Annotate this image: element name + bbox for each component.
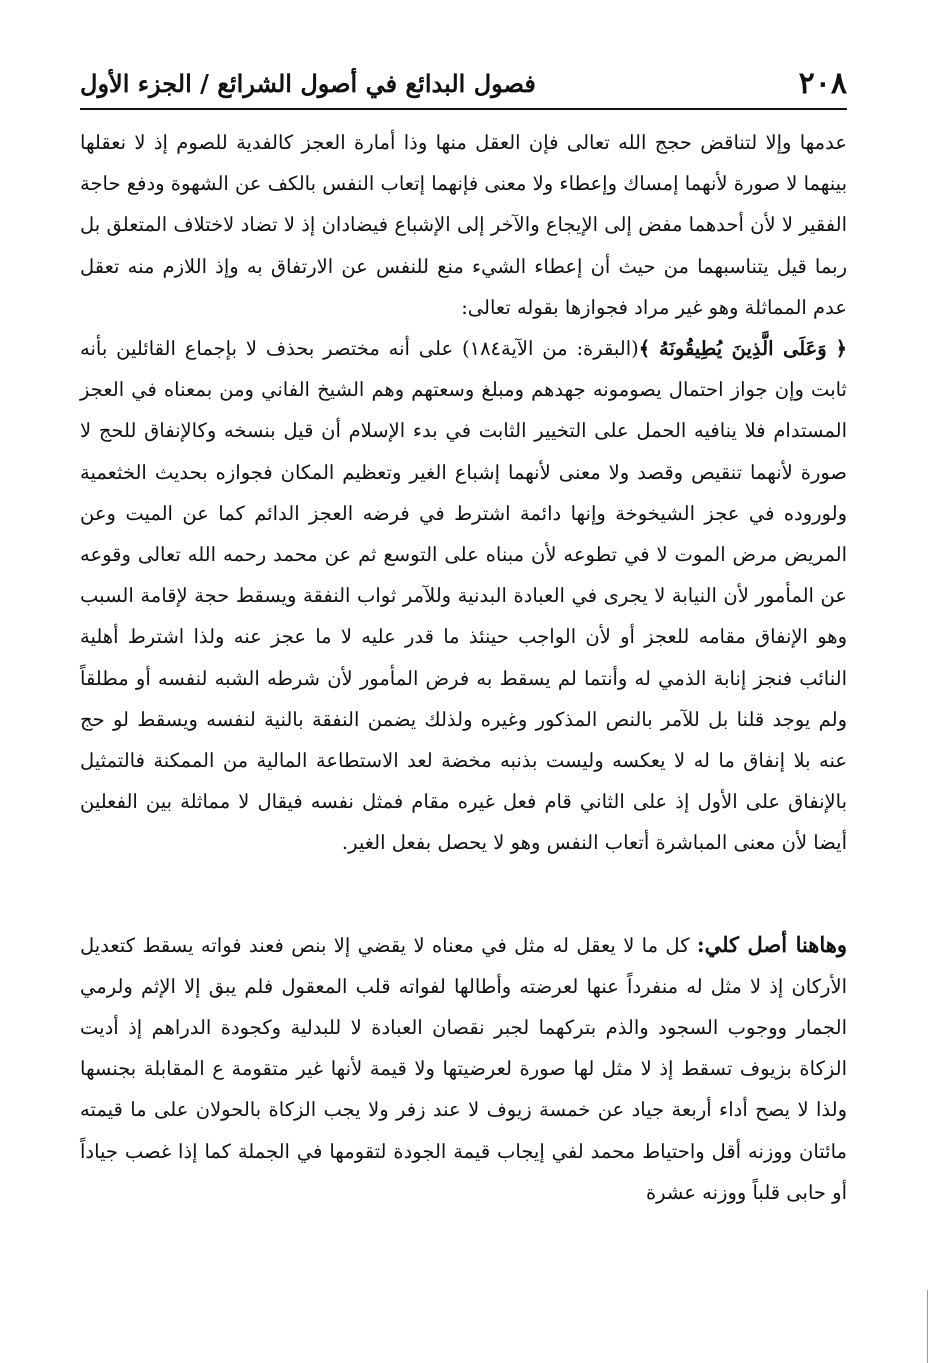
- running-title: فصول البدائع في أصول الشرائع / الجزء الأول: [80, 68, 536, 98]
- quran-verse: وَعَلَى الَّذِينَ يُطِيقُونَهُ: [659, 337, 827, 361]
- running-head: [80, 58, 847, 110]
- paragraph: [80, 924, 847, 1213]
- section-gap: [80, 864, 847, 924]
- paragraph-text: كل ما لا يعقل له مثل في معناه لا يقضي إلا بنص فعند فواته يسقط كتعديل الأركان إذ لا مثل له منفرداً عنها لعرضته وأطالها لفواته قلب المعقول فلم يبق إلا الإثم ولرمي الجمار ووجوب السجود والذم بتركهما لجبر نقصان العبادة لا للبدلية وكجودة الدراهم إذ أديت الزكاة بزيوف تسقط إذ لا مثل لها صورة لعرضيتها ولا قيمة لأنها غير متقومة ع المقابلة بجنسها ولذا لا يصح أداء أربعة جياد عن خمسة زيوف لا عند زفر ولا يجب الزكاة بالحولان على ما قيمته مائتان ووزنه أقل واحتياط محمد لفي إيجاب قيمة الجودة لتقومها في الجملة كما إذا غصب جياداً أو حابى قلباً ووزنه عشرة: [80, 933, 847, 1204]
- paragraph-text: عدمها وإلا لتناقض حجج الله تعالى فإن العقل منها وذا أمارة العجز كالفدية للصوم إذ لا نعقلها بينهما لا صورة لأنهما إمساك وإعطاء ولا معنى فإنهما إتعاب النفس بالكف عن الشهوة ودفع حاجة الفقير لا لأن أحدهما مفض إلى الإيجاع والآخر إلى الإشباع فيضادان إذ لا تضاد لاختلاف المتعلق بل ربما قيل يتناسبهما من حيث أن إعطاء الشيء منع للنفس عن الارتفاق به وإذ اللازم منه تعقل عدم المماثلة وهو غير مراد فجوازها بقوله تعالى:: [80, 131, 847, 319]
- book-page: [80, 58, 847, 1363]
- verse-open-bracket: ﴿: [835, 337, 848, 361]
- verse-paragraph: [80, 328, 847, 864]
- verse-reference: (البقرة: من الآية١٨٤): [462, 337, 639, 361]
- page-edge-line: [927, 1290, 928, 1363]
- verse-close-bracket: ﴾: [638, 337, 651, 361]
- body-text: [80, 122, 847, 1213]
- page-number: ٢٠٨: [798, 65, 847, 101]
- section-lead: وهاهنا أصل كلي:: [696, 931, 847, 957]
- paragraph-text: على أنه مختصر بحذف لا بإجماع القائلين بأنه ثابت وإن جواز احتمال يصومونه جهدهم ومبلغ وسعتهم وهم الشيخ الفاني ومن بمعناه في العجز المستدام فلا ينافيه الحمل على التخيير الثابت في بدء الإسلام أن قيل بنسخه وكالإنفاق للحج لا صورة لأنهما تنقيص وقصد ولا معنى لأنهما إشباع الغير وتعظيم المكان فجوازه بحديث الخثعمية ولوروده في عجز الشيخوخة وإنها دائمة اشترط في فرضه العجز الدائم كما عن الميت وعن المريض مرض الموت لا في تطوعه لأن مبناه على التوسع ثم عن محمد رحمه الله تعالى وقوعه عن المأمور لأن النيابة لا يجرى في العبادة البدنية وللآمر ثواب النفقة ويسقط حجة لإقامة السبب وهو الإنفاق مقامه للعجز أو لأن الواجب حينئذ ما قدر عليه لا ما عجز عنه ولذا اشترط أهلية النائب فنجز إنابة الذمي له وأنتما لم يسقط به فرض المأمور لأن شرطه الشبه لنفسه أو مطلقاً ولم يوجد قلنا بل للآمر بالنص المذكور وغيره ولذلك يضمن النفقة بالنية لنفسه ويسقط لو حج عنه بلا إنفاق ما له لا يعكسه وليست بذنبه مخضة لعد الاستطاعة المالية من الممكنة فالتمثيل بالإنفاق على الأول إذ على الثاني قام فعل غيره مقام فمثل نفسه فيقال لا مماثلة بين الفعلين أيضا لأن معنى المباشرة أتعاب النفس وهو لا يحصل بفعل الغير.: [80, 337, 847, 855]
- paragraph: [80, 122, 847, 328]
